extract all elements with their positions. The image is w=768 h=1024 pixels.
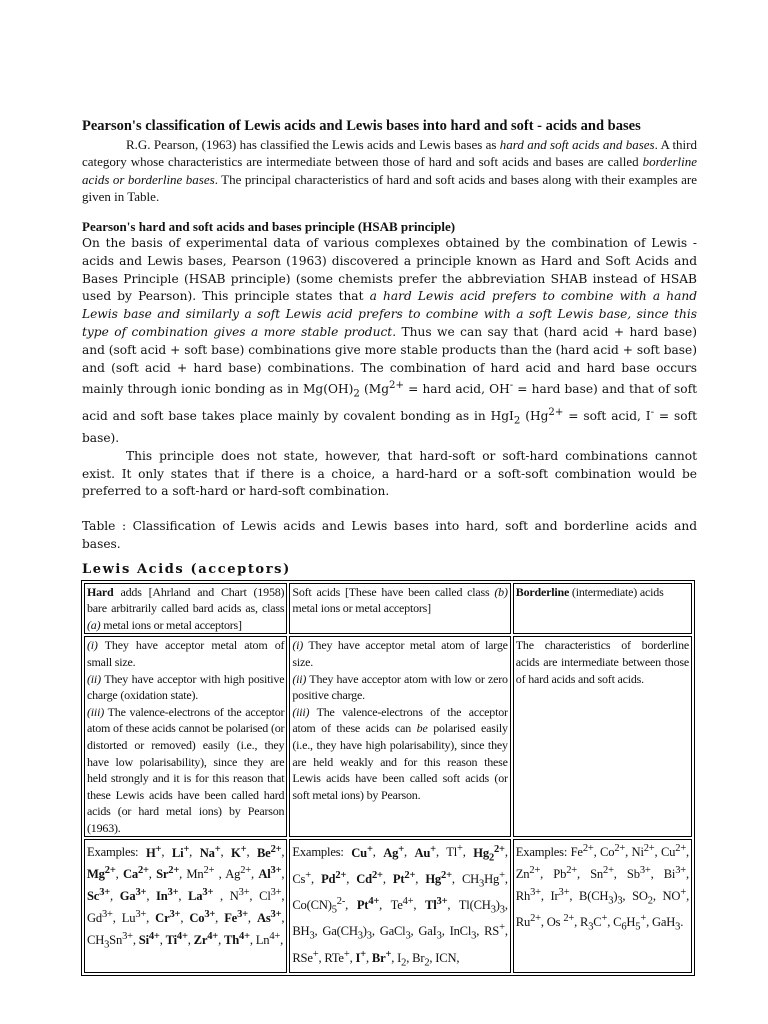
text-run: metal ions or metal acceptors] xyxy=(292,601,431,616)
text-run: . Thus we can say that (hard acid + hard base) and (soft acid + soft base) combinations give more stable products than the (hard acid + soft base) and (soft acid + hard base) combinations. The combination of hard acid and hard base occurs mainly through ionic bonding as in Mg(OH) xyxy=(82,325,697,397)
emphasis: (i) xyxy=(292,638,304,653)
text-run: Soft acids [These have been called class xyxy=(292,584,495,599)
spacer xyxy=(82,501,697,518)
lewis-acids-heading: Lewis Acids (acceptors) xyxy=(82,561,291,577)
table-row xyxy=(84,839,692,972)
hard-acids-examples: Examples: H+, Li+, Na+, K+, $Be^{2+}$, $Mg^{2+}$, $Ca^{2+}$, $Sr^{2+}$, $Mn^{2+}$ , $Ag^{2+}$, $Al^{3+}$, $Sc^{3+}$, $Ga^{3+}$, $In^{3+}$, $La^{3+}$ , $N^{3+}$, $Cl^{3+}$, $Gd^{3+}$, $Lu^{3+}$, $Cr^{3+}$, $Co^{3+}$, $Fe^{3+}$, $As^{3+}$, $CH_3Sn^{3+}$, $Si^{4+}$, $Ti^{4+}$, $Zr^{4+}$, $Th^{4+}$, $Ln^{4+}$, xyxy=(84,839,287,972)
text-run: They have acceptor with high positive charge (oxidation state). xyxy=(87,671,285,703)
emphasis: (i) xyxy=(87,638,98,653)
emphasis: (ii) xyxy=(87,671,101,686)
soft-acids-examples: Examples: Cu+, Ag+, Au+, Tl+, $Hg_2^{2+}$, Cs+, $Pd^{2+}$, $Cd^{2+}$, $Pt^{2+}$, $Hg^{2+}$, $CH_3Hg^+$, $Co(CN)_5^{2-}$, $Pt^{4+}$, $Te^{4+}$, $Tl^{3+}$, $Tl(CH_3)_3$, $BH_3$, $Ga(CH_3)_3$, GaCl$_3$, GaI$_3$, InCl$_3$, RS+, RSe+, RTe+, I+, Br+, $I_2$, $Br_2$, ICN, xyxy=(289,839,510,972)
text-run: They have acceptor atom with low or zero positive charge. xyxy=(292,671,508,703)
emphasis: (ii) xyxy=(292,671,307,686)
borderline-acids-examples: Examples: $Fe^{2+}$, $Co^{2+}$, $Ni^{2+}$, $Cu^{2+}$, $Zn^{2+}$, $Pb^{2+}$, $Sn^{2+}$, $Sb^{3+}$, $Bi^{3+}$, $Rh^{3+}$, $Ir^{3+}$, $B(CH_3)_3$, $SO_2$, NO+, $Ru^{2+}$, Os $^{2+}$, $R_3C^+$, $C_6H_5^+$, GaH$_3$. xyxy=(513,839,692,972)
subscript: 2 xyxy=(353,388,360,400)
table-row xyxy=(84,636,692,837)
soft-acids-header xyxy=(289,583,510,635)
bold-label: Hard xyxy=(87,584,114,599)
text-run: The valence-electrons of the acceptor atom of these acids cannot be polarised (or distorted or removed) easily (i.e., they have low polarisability), since they are held strongly and it is for this reason that these Lewis acids have been called hard acids (or hard metal ions) by Pearson (1963). xyxy=(87,704,285,835)
text-run: = soft base). xyxy=(82,408,697,445)
hsab-paragraph-2: This principle does not state, however, that hard-soft or soft-hard combinations cannot exist. It only states that if there is a choice, a hard-hard or a soft-soft combination would be preferred to a soft-hard or hard-soft combination. xyxy=(82,448,697,499)
hsab-heading: Pearson's hard and soft acids and bases principle (HSAB principle) xyxy=(82,218,456,234)
intro-paragraph xyxy=(82,136,697,206)
text-run: R.G. Pearson, (1963) has classified the Lewis acids and Lewis bases as xyxy=(126,137,500,152)
superscript: 2+ xyxy=(389,380,404,392)
page-title: Pearson's classification of Lewis acids and Lewis bases into hard and soft - acids and bases xyxy=(82,118,641,134)
borderline-acids-header xyxy=(513,583,692,635)
table-caption: Table : Classification of Lewis acids and Lewis bases into hard, soft and borderline acids and bases. xyxy=(82,519,697,551)
emphasis: borderline acids or borderline bases xyxy=(82,154,697,187)
hard-acids-characteristics xyxy=(84,636,287,837)
text-run: On the basis of experimental data of various complexes obtained by the combination of Lewis -acids and Lewis bases, Pearson (1963) discovered a principle known as Hard and Soft Acids and Bases Principle (HSAB principle) (some chemists prefer the abbreviation SHAB instead of HSAB used by Pearson). This principle states that xyxy=(82,236,697,304)
soft-acids-characteristics xyxy=(289,636,510,837)
bold-label: Borderline xyxy=(515,584,570,599)
table-row xyxy=(84,583,692,635)
text-run: polarised easily (i.e., they have high polarisability), since they are held weakly and for this reason these Lewis acids have been called soft acids (or soft metal ions) by Pearson. xyxy=(292,721,508,802)
text-run: . The principal characteristics of hard and soft acids and bases along with their examples are given in Table. xyxy=(82,171,698,205)
text-run: (Hg xyxy=(520,408,549,423)
lewis-acids-table xyxy=(81,580,695,976)
text-run: = hard base) and that of soft acid and soft base takes place mainly by covalent bonding as in HgI xyxy=(82,382,697,423)
superscript: 2+ xyxy=(548,406,564,418)
text-run: = hard acid, OH xyxy=(403,382,510,397)
subscript: 2 xyxy=(513,415,521,427)
text-run: adds [Ahrland and Chart (1958) bare arbitrarily called bard acids as, class xyxy=(87,584,285,616)
text-run: They have acceptor metal atom of large size. xyxy=(292,638,508,669)
text-run: metal ions or metal acceptors] xyxy=(100,617,242,632)
hard-acids-header xyxy=(84,583,287,635)
text-run: The valence-electrons of the acceptor atom of these acids can xyxy=(292,704,508,736)
text-run: . A third category whose characteristics are intermediate between those of hard and soft acids and bases are called xyxy=(82,137,697,170)
emphasis: (iii) xyxy=(87,704,104,719)
emphasis: hard and soft acids and bases xyxy=(499,137,655,152)
hsab-paragraph xyxy=(82,235,697,448)
superscript: - xyxy=(509,380,514,392)
emphasis: (a) xyxy=(87,617,101,632)
text-run: (intermediate) acids xyxy=(569,584,664,599)
borderline-acids-characteristics: The characteristics of borderline acids are intermediate between those of hard acids and soft acids. xyxy=(513,636,692,837)
emphasis: (b) xyxy=(494,584,508,599)
document-page xyxy=(82,117,697,976)
emphasis: (iii) xyxy=(292,704,310,719)
emphasis: be xyxy=(416,721,428,736)
text-run: (Mg xyxy=(359,382,389,397)
text-run: They have acceptor metal atom of small size. xyxy=(87,638,285,669)
superscript: - xyxy=(650,406,654,418)
emphasis: a hard Lewis acid prefers to combine with a hand Lewis base and similarly a soft Lewis acid prefers to combine with a soft Lewis base, since this type of combination gives a more stable product xyxy=(82,289,697,340)
text-run: = soft acid, I xyxy=(563,408,651,423)
